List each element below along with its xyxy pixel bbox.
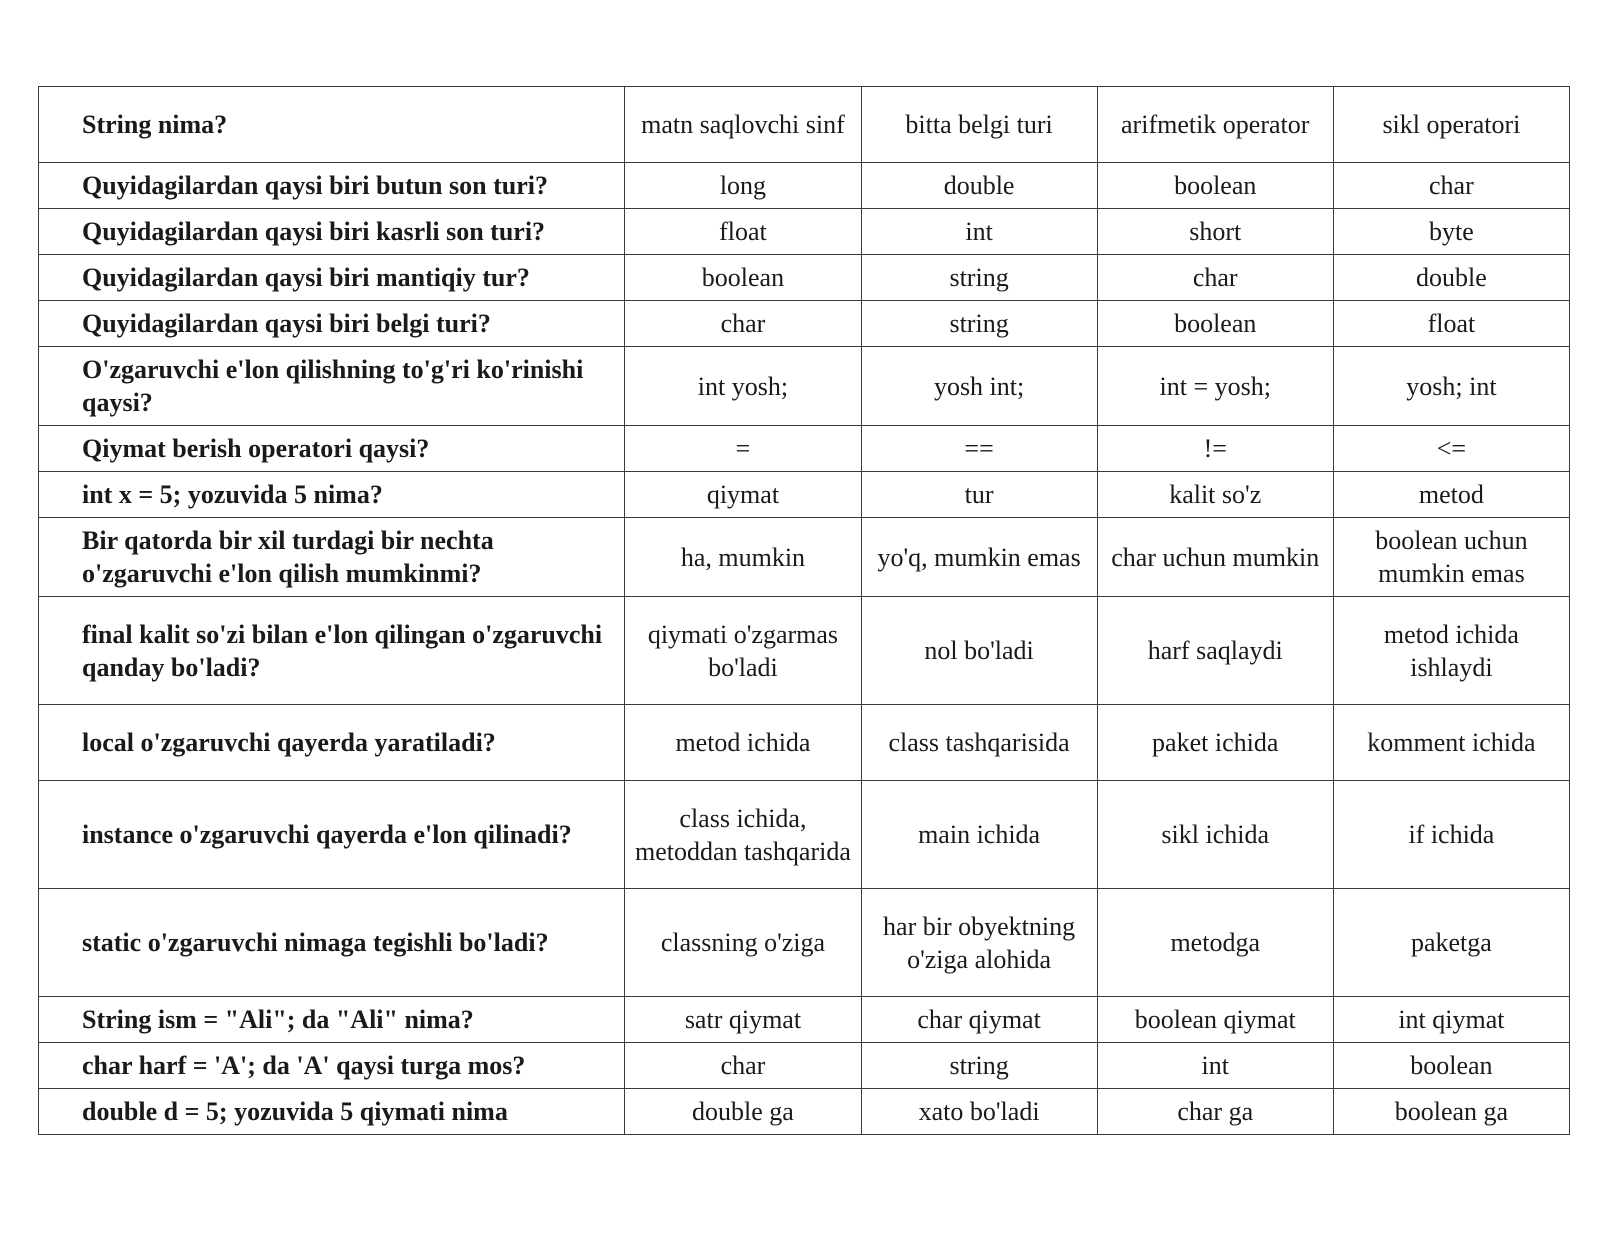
- question-cell: O'zgaruvchi e'lon qilishning to'g'ri ko'rinishi qaysi?: [39, 347, 625, 426]
- question-cell: instance o'zgaruvchi qayerda e'lon qilinadi?: [39, 781, 625, 889]
- answer-option-cell: int: [861, 209, 1097, 255]
- answer-option-cell: <=: [1333, 426, 1569, 472]
- answer-option-cell: xato bo'ladi: [861, 1089, 1097, 1135]
- table-row: [39, 472, 1570, 518]
- answer-option-cell: yosh; int: [1333, 347, 1569, 426]
- answer-option-cell: boolean: [1333, 1043, 1569, 1089]
- question-cell: static o'zgaruvchi nimaga tegishli bo'ladi?: [39, 889, 625, 997]
- answer-option-cell: yosh int;: [861, 347, 1097, 426]
- answer-option-cell: paketga: [1333, 889, 1569, 997]
- answer-option-cell: long: [625, 163, 861, 209]
- table-row: [39, 255, 1570, 301]
- answer-option-cell: char: [625, 1043, 861, 1089]
- answer-option-cell: matn saqlovchi sinf: [625, 87, 861, 163]
- question-cell: Quyidagilardan qaysi biri butun son turi?: [39, 163, 625, 209]
- answer-option-cell: ==: [861, 426, 1097, 472]
- question-cell: local o'zgaruvchi qayerda yaratiladi?: [39, 705, 625, 781]
- answer-option-cell: int = yosh;: [1097, 347, 1333, 426]
- answer-option-cell: string: [861, 255, 1097, 301]
- question-cell: double d = 5; yozuvida 5 qiymati nima: [39, 1089, 625, 1135]
- table-row: [39, 163, 1570, 209]
- answer-option-cell: arifmetik operator: [1097, 87, 1333, 163]
- answer-option-cell: int yosh;: [625, 347, 861, 426]
- answer-option-cell: ha, mumkin: [625, 518, 861, 597]
- answer-option-cell: short: [1097, 209, 1333, 255]
- answer-option-cell: double ga: [625, 1089, 861, 1135]
- answer-option-cell: boolean qiymat: [1097, 997, 1333, 1043]
- answer-option-cell: metodga: [1097, 889, 1333, 997]
- table-row: [39, 301, 1570, 347]
- answer-option-cell: classning o'ziga: [625, 889, 861, 997]
- question-cell: Bir qatorda bir xil turdagi bir nechta o'zgaruvchi e'lon qilish mumkinmi?: [39, 518, 625, 597]
- answer-option-cell: komment ichida: [1333, 705, 1569, 781]
- answer-option-cell: kalit so'z: [1097, 472, 1333, 518]
- table-row: [39, 889, 1570, 997]
- answer-option-cell: boolean: [1097, 301, 1333, 347]
- answer-option-cell: qiymati o'zgarmas bo'ladi: [625, 597, 861, 705]
- answer-option-cell: metod ichida: [625, 705, 861, 781]
- question-cell: char harf = 'A'; da 'A' qaysi turga mos?: [39, 1043, 625, 1089]
- question-cell: Quyidagilardan qaysi biri kasrli son turi?: [39, 209, 625, 255]
- question-cell: final kalit so'zi bilan e'lon qilingan o'zgaruvchi qanday bo'ladi?: [39, 597, 625, 705]
- answer-option-cell: float: [625, 209, 861, 255]
- answer-option-cell: byte: [1333, 209, 1569, 255]
- answer-option-cell: yo'q, mumkin emas: [861, 518, 1097, 597]
- answer-option-cell: boolean: [1097, 163, 1333, 209]
- table-row: [39, 997, 1570, 1043]
- answer-option-cell: class ichida, metoddan tashqarida: [625, 781, 861, 889]
- answer-option-cell: !=: [1097, 426, 1333, 472]
- table-row: [39, 781, 1570, 889]
- answer-option-cell: char: [1333, 163, 1569, 209]
- answer-option-cell: boolean uchun mumkin emas: [1333, 518, 1569, 597]
- answer-option-cell: if ichida: [1333, 781, 1569, 889]
- answer-option-cell: boolean ga: [1333, 1089, 1569, 1135]
- table-row: [39, 1043, 1570, 1089]
- answer-option-cell: float: [1333, 301, 1569, 347]
- table-row: [39, 87, 1570, 163]
- answer-option-cell: char uchun mumkin: [1097, 518, 1333, 597]
- answer-option-cell: char ga: [1097, 1089, 1333, 1135]
- answer-option-cell: satr qiymat: [625, 997, 861, 1043]
- table-row: [39, 426, 1570, 472]
- table-row: [39, 347, 1570, 426]
- answer-option-cell: qiymat: [625, 472, 861, 518]
- answer-option-cell: char: [625, 301, 861, 347]
- answer-option-cell: boolean: [625, 255, 861, 301]
- answer-option-cell: string: [861, 1043, 1097, 1089]
- question-cell: Quyidagilardan qaysi biri belgi turi?: [39, 301, 625, 347]
- quiz-table: [38, 86, 1570, 1135]
- answer-option-cell: tur: [861, 472, 1097, 518]
- question-cell: String ism = "Ali"; da "Ali" nima?: [39, 997, 625, 1043]
- question-cell: Qiymat berish operatori qaysi?: [39, 426, 625, 472]
- table-row: [39, 1089, 1570, 1135]
- table-row: [39, 597, 1570, 705]
- answer-option-cell: char qiymat: [861, 997, 1097, 1043]
- answer-option-cell: sikl ichida: [1097, 781, 1333, 889]
- quiz-table-body: [39, 87, 1570, 1135]
- answer-option-cell: char: [1097, 255, 1333, 301]
- answer-option-cell: double: [861, 163, 1097, 209]
- question-cell: int x = 5; yozuvida 5 nima?: [39, 472, 625, 518]
- answer-option-cell: string: [861, 301, 1097, 347]
- answer-option-cell: nol bo'ladi: [861, 597, 1097, 705]
- question-cell: Quyidagilardan qaysi biri mantiqiy tur?: [39, 255, 625, 301]
- answer-option-cell: metod ichida ishlaydi: [1333, 597, 1569, 705]
- answer-option-cell: double: [1333, 255, 1569, 301]
- answer-option-cell: int: [1097, 1043, 1333, 1089]
- question-cell: String nima?: [39, 87, 625, 163]
- table-row: [39, 209, 1570, 255]
- answer-option-cell: har bir obyektning o'ziga alohida: [861, 889, 1097, 997]
- answer-option-cell: paket ichida: [1097, 705, 1333, 781]
- answer-option-cell: class tashqarisida: [861, 705, 1097, 781]
- answer-option-cell: =: [625, 426, 861, 472]
- answer-option-cell: metod: [1333, 472, 1569, 518]
- answer-option-cell: main ichida: [861, 781, 1097, 889]
- table-row: [39, 518, 1570, 597]
- answer-option-cell: sikl operatori: [1333, 87, 1569, 163]
- answer-option-cell: bitta belgi turi: [861, 87, 1097, 163]
- answer-option-cell: harf saqlaydi: [1097, 597, 1333, 705]
- table-row: [39, 705, 1570, 781]
- answer-option-cell: int qiymat: [1333, 997, 1569, 1043]
